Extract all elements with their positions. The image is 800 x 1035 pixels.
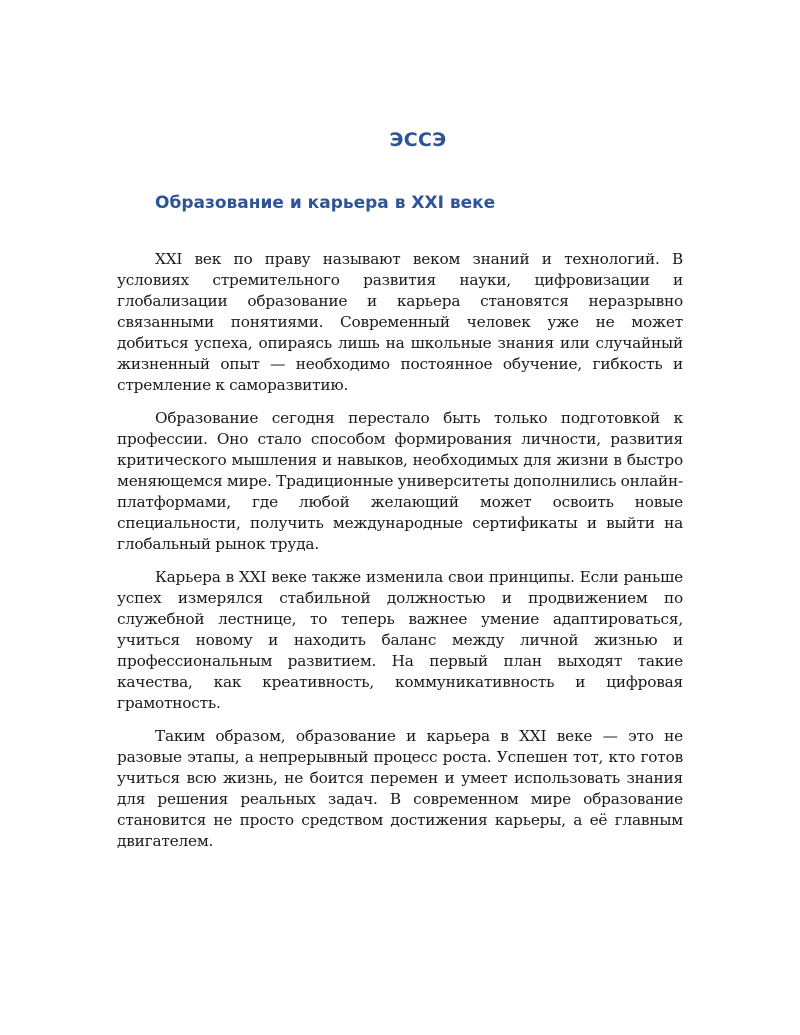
document-title: ЭССЭ bbox=[389, 129, 447, 151]
paragraph-2: Образование сегодня перестало быть только подготовкой к профессии. Оно стало способом формирования личности, развития критического мышления и навыков, необходимых для жизни в быстро меняющемся мире. Традиционные университеты дополнились онлайн-платформами, где любой желающий может освоить новые специальности, получить международные сертификаты и выйти на глобальный рынок труда. bbox=[117, 409, 683, 553]
document-body bbox=[117, 249, 683, 864]
paragraph-3: Карьера в XXI веке также изменила свои принципы. Если раньше успех измерялся стабильной должностью и продвижением по служебной лестнице, то теперь важнее умение адаптироваться, учиться новому и находить баланс между личной жизнью и профессиональным развитием. На первый план выходят такие качества, как креативность, коммуникативность и цифровая грамотность. bbox=[117, 568, 683, 712]
paragraph-4: Таким образом, образование и карьера в XXI веке — это не разовые этапы, а непрерывный процесс роста. Успешен тот, кто готов учиться всю жизнь, не боится перемен и умеет использовать знания для решения реальных задач. В современном мире образование становится не просто средством достижения карьеры, а её главным двигателем. bbox=[117, 727, 683, 850]
document-subtitle: Образование и карьера в XXI веке bbox=[155, 193, 496, 213]
paragraph-1: XXI век по праву называют веком знаний и технологий. В условиях стремительного развития науки, цифровизации и глобализации образование и карьера становятся неразрывно связанными понятиями. Современный человек уже не может добиться успеха, опираясь лишь на школьные знания или случайный жизненный опыт — необходимо постоянное обучение, гибкость и стремление к саморазвитию. bbox=[117, 250, 683, 394]
